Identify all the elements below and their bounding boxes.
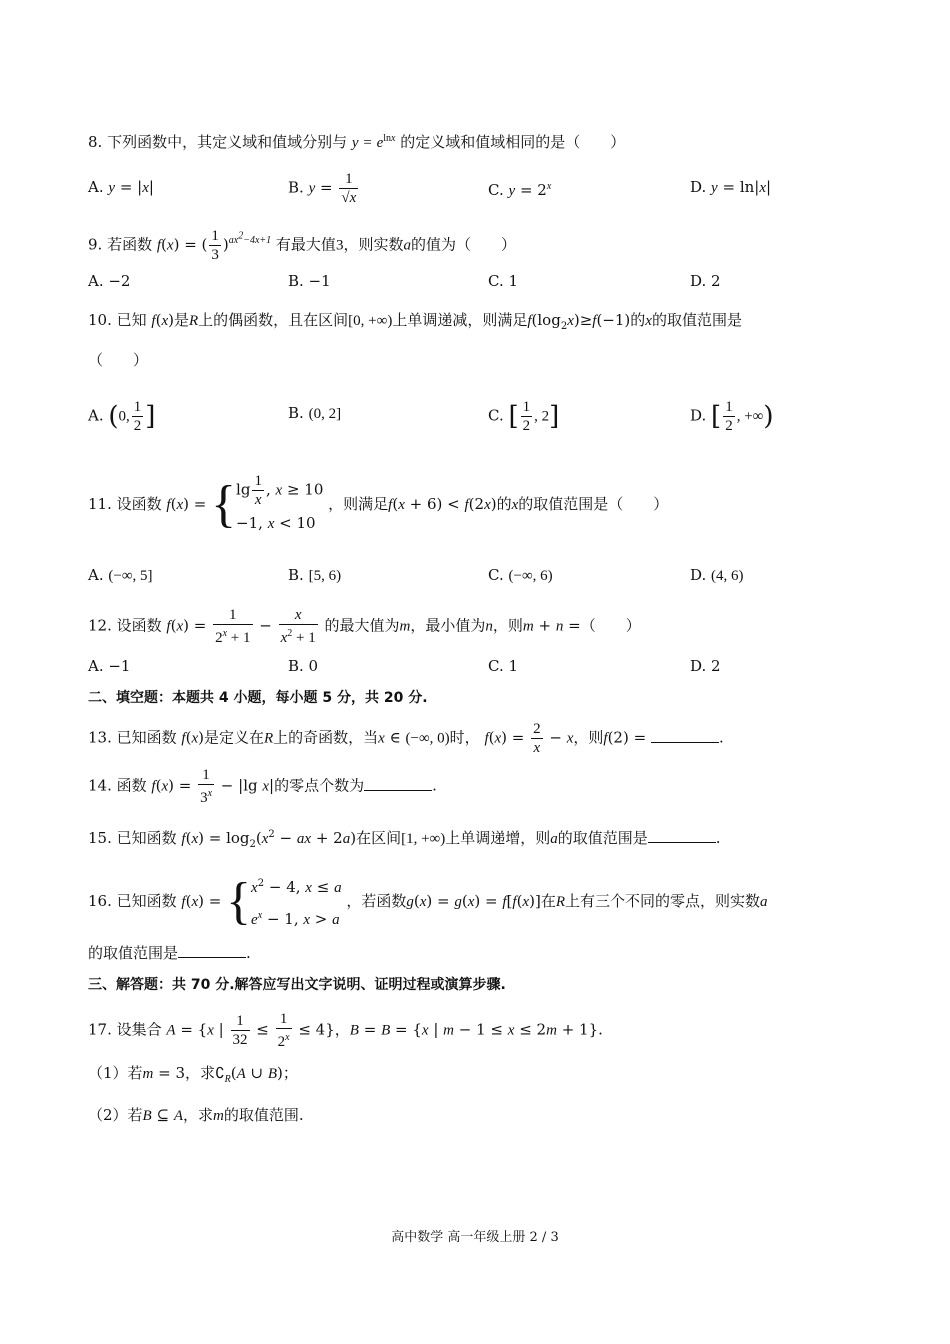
q16-stem: 16. 已知函数 f(x) = { $x^2 - 4$, x ≤ a $e^x - 1$, x > a ，若函数g(x) = g(x) = f[f(x)]在R上有三个不同的零点，则实数a: [88, 873, 768, 930]
page-footer: 高中数学 高一年级上册 2 / 3: [391, 1230, 559, 1245]
q8-stem: 8. 下列函数中，其定义域和值域分别与 $y = e^{lnx}$ 的定义域和值域相同的是（ ）: [88, 133, 626, 151]
q13-answer-blank[interactable]: [651, 728, 719, 743]
q8-option-b: B. y = $\frac{1}{√x}$: [288, 171, 357, 206]
q11-option-d: D. (4, 6): [690, 566, 744, 584]
q12-stem: 12. 设函数 f(x) = $\frac{1}{2^x + 1}$ − $\frac{x}{x^2 + 1}$ 的最大值为m，最小值为n，则m + n =（ ）: [88, 607, 641, 646]
section-2-heading: 二、填空题：本题共 4 小题，每小题 5 分，共 20 分.: [88, 690, 428, 706]
q11-option-a: A. (−∞, 5]: [88, 566, 153, 584]
q10-option-c: C. [ $\frac{1}{2}$ , 2]: [488, 399, 560, 434]
q16-answer-blank[interactable]: [178, 943, 246, 958]
q11-option-c: C. (−∞, 6): [488, 566, 553, 584]
q8-option-a: A. y = |x|: [88, 178, 154, 196]
q17-part-1: （1）若m = 3，求$∁_R(A$ ∪ B)；: [88, 1064, 298, 1085]
q8-option-c: C. $y = 2^x$: [488, 181, 552, 199]
q12-option-c: C. 1: [488, 657, 519, 675]
q8-option-d: D. y = ln|x|: [690, 178, 772, 196]
q9-option-d: D. 2: [690, 272, 721, 290]
q15-stem: 15. 已知函数 $f(x) = \log_2(x^2$ − ax + 2a)在区间[1, +∞)上单调递增，则a的取值范围是 .: [88, 829, 721, 850]
q11-option-b: B. [5, 6): [288, 566, 342, 584]
q15-answer-blank[interactable]: [648, 828, 716, 843]
q13-stem: 13. 已知函数 f(x)是定义在R上的奇函数，当x ∈ (−∞, 0)时， f(x) = $\frac{2}{x}$ − x，则f(2) = .: [88, 721, 724, 756]
q17-stem: 17. 设集合 A = {x | $\frac{1}{32}$ ≤ $\frac{1}{2^x}$ ≤ 4}，B = B = {x | m − 1 ≤ x ≤ 2m + 1}.: [88, 1011, 603, 1050]
q10-option-d: D. [ $\frac{1}{2}$ , +∞): [690, 399, 774, 434]
q12-option-d: D. 2: [690, 657, 721, 675]
q10-option-b: B. (0, 2]: [288, 404, 342, 422]
section-3-heading: 三、解答题：共 70 分.解答应写出文字说明、证明过程或演算步骤.: [88, 977, 506, 993]
q16-stem-cont: 的取值范围是 .: [88, 944, 251, 962]
q12-option-b: B. 0: [288, 657, 319, 675]
q14-answer-blank[interactable]: [364, 776, 432, 791]
q9-option-c: C. 1: [488, 272, 519, 290]
q11-stem: 11. 设函数 f(x) = { lg $\frac{1}{x}$ , x ≥ 10 −1, x < 10 ，则满足f(x + 6) < f(2x)的x的取值范围是（ ）: [88, 473, 669, 533]
q9-option-a: A. −2: [88, 272, 131, 290]
q9-option-b: B. −1: [288, 272, 331, 290]
q10-option-a: A. (0, $\frac{1}{2}$ ]: [88, 399, 156, 434]
q9-stem: 9. 若函数 f(x) = ( $\frac{1}{3}$ )$^{ax^2-4x+1}$ 有最大值3，则实数a的值为（ ）: [88, 227, 516, 263]
q17-part-2: （2）若B ⊆ A，求m的取值范围.: [88, 1106, 304, 1124]
q14-stem: 14. 函数 f(x) = $\frac{1}{3^x}$ − |lg x|的零点个数为 .: [88, 767, 437, 806]
q10-stem: 10. 已知 f(x)是R上的偶函数，且在区间[0, +∞)上单调递减，则满足$f(\log_2x)\ge f(-1)$的x的取值范围是: [88, 311, 742, 332]
q12-option-a: A. −1: [88, 657, 131, 675]
q10-stem-cont: （ ）: [88, 351, 149, 369]
